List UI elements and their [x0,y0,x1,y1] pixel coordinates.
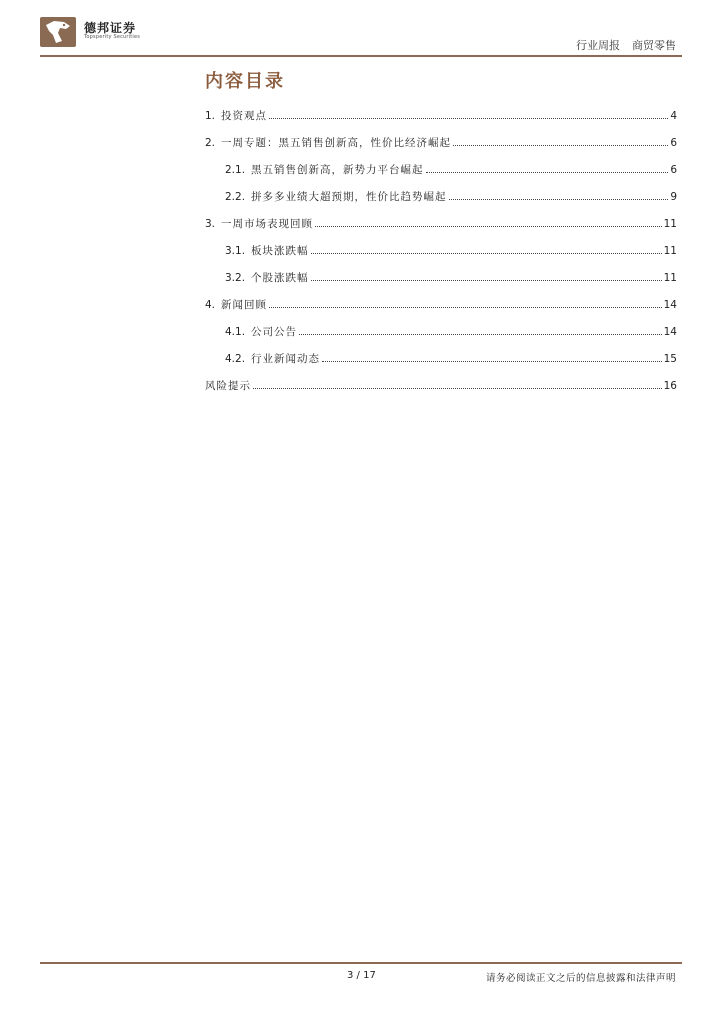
toc-entry[interactable] [205,378,677,405]
toc-entry[interactable] [205,324,677,351]
toc-entry-number: 3.2. [225,272,246,284]
toc-dot-leader [253,388,662,389]
page-header [0,0,724,60]
toc-entry-number: 2.2. [225,191,246,203]
toc-entry[interactable] [205,351,677,378]
toc-entry-page: 4 [670,110,677,122]
toc-entry-number: 3.1. [225,245,246,257]
toc-entry-page: 9 [670,191,677,203]
toc-entry-page: 15 [663,353,677,365]
footer-divider [40,962,682,964]
toc-entry-page: 11 [663,245,677,257]
toc-dot-leader [311,280,662,281]
page-number: 3 / 17 [347,970,376,981]
toc-entry-number: 1. [205,110,216,122]
toc-entry-number: 4.1. [225,326,246,338]
toc-dot-leader [449,199,669,200]
toc-dot-leader [269,118,668,119]
brand-name: 德邦证券 [84,21,137,35]
toc-entry[interactable] [205,135,677,162]
toc-dot-leader [426,172,669,173]
toc-entry-number: 2.1. [225,164,246,176]
toc-entry-page: 14 [663,299,677,311]
toc-entry-title: 板块涨跌幅 [251,245,309,257]
toc-entry-title: 投资观点 [221,110,268,122]
toc-entry-number: 4. [205,299,216,311]
toc-entry-title: 一周市场表现回顾 [221,218,314,230]
toc-dot-leader [269,307,662,308]
brand-name-en: Topsperity Securities [84,34,141,40]
toc-entry-page: 16 [663,380,677,392]
toc-entry[interactable] [205,189,677,216]
header-labels [576,37,676,53]
footer-disclaimer: 请务必阅读正文之后的信息披露和法律声明 [485,973,676,984]
toc-entry-title: 风险提示 [205,380,251,392]
toc-entry[interactable] [205,297,677,324]
toc-entry-page: 6 [670,137,677,149]
toc-entry-number: 4.2. [225,353,246,365]
toc-dot-leader [311,253,662,254]
toc-title: 内容目录 [205,71,285,92]
toc-entry[interactable] [205,108,677,135]
header-divider [40,55,682,57]
dragon-logo-icon [40,17,76,47]
toc-entry[interactable] [205,243,677,270]
toc-entry[interactable] [205,216,677,243]
table-of-contents [205,108,677,405]
toc-entry-title: 黑五销售创新高，新势力平台崛起 [251,164,424,176]
toc-entry-page: 11 [663,272,677,284]
toc-entry-title: 一周专题：黑五销售创新高，性价比经济崛起 [221,137,452,149]
report-type: 行业周报 [576,39,620,52]
toc-entry-number: 3. [205,218,216,230]
sector-label: 商贸零售 [632,39,676,52]
toc-entry-page: 14 [663,326,677,338]
toc-entry-title: 个股涨跌幅 [251,272,309,284]
toc-entry-title: 公司公告 [251,326,298,338]
toc-entry[interactable] [205,162,677,189]
toc-entry-title: 行业新闻动态 [251,353,321,365]
toc-dot-leader [453,145,668,146]
toc-entry-title: 新闻回顾 [221,299,268,311]
toc-entry-page: 6 [670,164,677,176]
toc-entry[interactable] [205,270,677,297]
toc-entry-title: 拼多多业绩大超预期，性价比趋势崛起 [251,191,447,203]
toc-dot-leader [315,226,662,227]
toc-dot-leader [299,334,662,335]
toc-dot-leader [322,361,662,362]
toc-entry-page: 11 [663,218,677,230]
toc-entry-number: 2. [205,137,216,149]
